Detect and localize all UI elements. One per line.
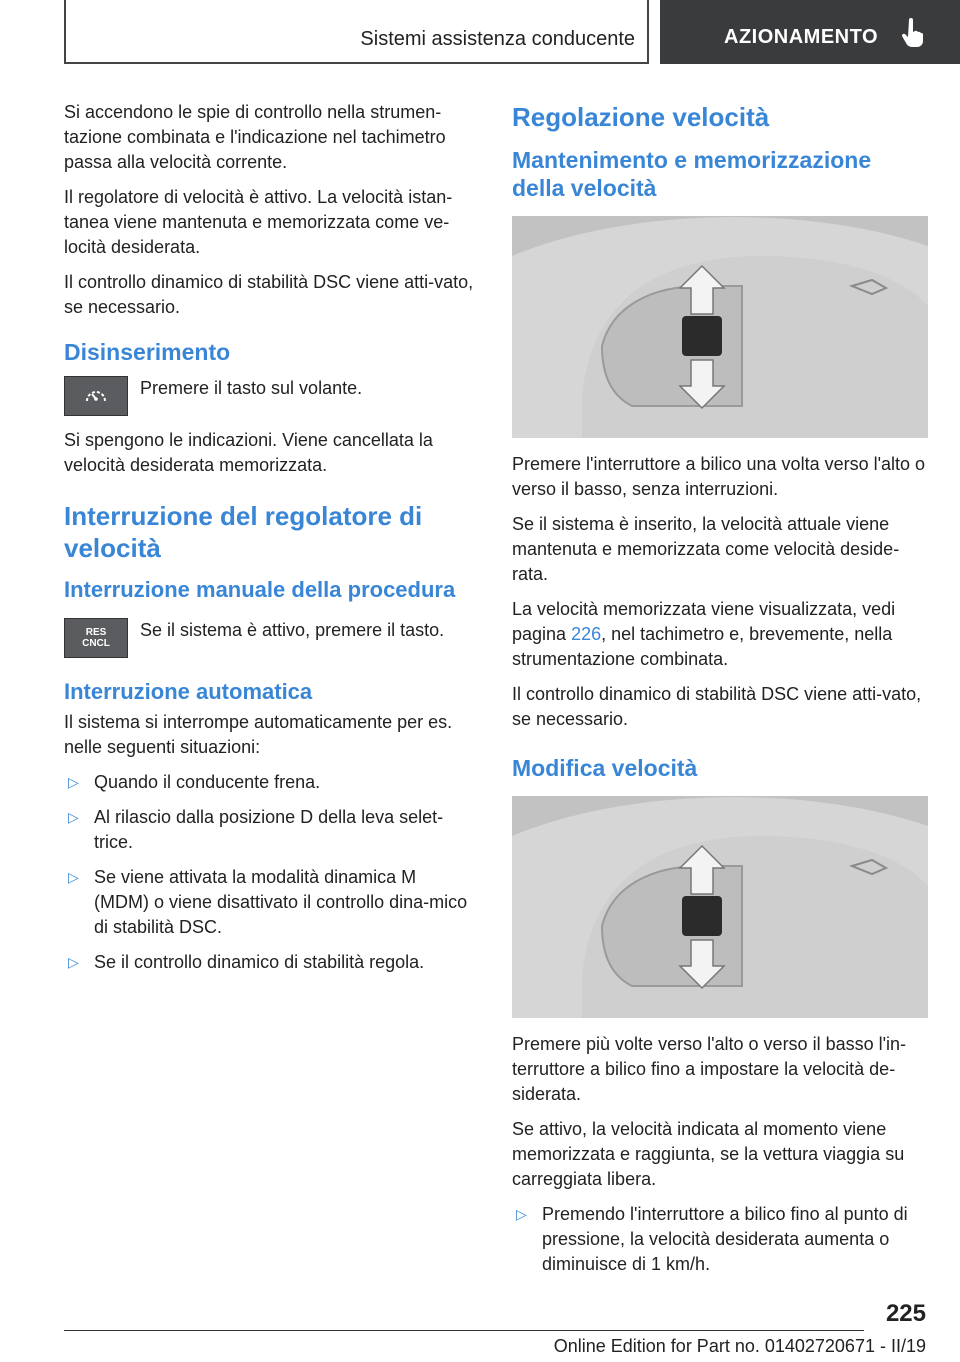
pointing-hand-icon [900,18,926,53]
triangle-bullet-icon: ▷ [68,869,79,885]
steering-wheel-rocker-photo [512,796,928,1018]
paragraph: Il controllo dinamico di stabilità DSC viene atti-vato, se necessario. [64,272,474,317]
triangle-bullet-icon: ▷ [68,774,79,790]
paragraph: Si spengono le indicazioni. Viene cancellata la velocità desiderata memorizzata. [64,430,433,475]
list-item: ▷ Se viene attivata la modalità dinamica M (MDM) o viene disattivato il controllo dina-mico di stabilità DSC. [68,867,468,937]
res-cncl-button-row [64,618,476,658]
left-column [64,100,476,985]
button-instruction: Premere il tasto sul volante. [140,378,363,398]
heading-disinserimento: Disinserimento [64,339,231,365]
list-item: ▷ Quando il conducente frena. [64,770,476,795]
button-instruction: Se il sistema è attivo, premere il tasto. [140,620,445,640]
list-item: ▷ Se il controllo dinamico di stabilità regola. [64,950,476,975]
cncl-label: CNCL [82,638,110,649]
paragraph: Il regolatore di velocità è attivo. La velocità istan-tanea viene mantenuta e memorizzata come ve-locità desiderata. [64,187,453,257]
paragraph: Se attivo, la velocità indicata al momento viene memorizzata e raggiunta, se la vettura viaggia su carreggiata libera. [512,1119,905,1189]
footer-edition: Online Edition for Part no. 01402720671 - II/19 [553,1336,926,1356]
speed-change-list [512,1202,928,1277]
triangle-bullet-icon: ▷ [68,954,79,970]
triangle-bullet-icon: ▷ [68,809,79,825]
paragraph: La velocità memorizzata viene visualizzata, vedi pagina 226, nel tachimetro e, brevemente, nella strumentazione combinata. [512,599,896,669]
paragraph: Il controllo dinamico di stabilità DSC viene atti-vato, se necessario. [512,684,922,729]
page-number: 225 [885,1300,926,1327]
steering-button-row [64,376,476,416]
list-item: ▷ Premendo l'interruttore a bilico fino al punto di pressione, la velocità desiderata aumenta o diminuisce di 1 km/h. [516,1204,908,1274]
paragraph: Premere l'interruttore a bilico una volta verso l'alto o verso il basso, senza interruzioni. [512,454,926,499]
right-column [512,100,928,1287]
auto-interrupt-list [64,770,476,975]
heading-manuale: Interruzione manuale della procedura [64,577,456,602]
header-section-title: Sistemi assistenza conducente [360,28,635,50]
triangle-bullet-icon: ▷ [516,1206,527,1222]
heading-regolazione: Regolazione velocità [512,102,770,132]
paragraph: Se il sistema è inserito, la velocità attuale viene mantenuta e memorizzata come velocità deside-rata. [512,514,900,584]
steering-wheel-rocker-photo [512,216,928,438]
res-cncl-button-image [64,618,128,658]
header-chapter-box [660,0,960,64]
heading-interruzione: Interruzione del regolatore di velocità [64,501,423,563]
header-chapter-title: AZIONAMENTO [724,25,879,48]
heading-mantenimento: Mantenimento e memorizzazione della velocità [512,147,872,201]
paragraph: Premere più volte verso l'alto o verso il basso l'in-terruttore a bilico fino a impostare la velocità de-siderata. [512,1034,907,1104]
speedometer-off-icon [82,385,110,407]
list-item: ▷ Al rilascio dalla posizione D della leva selet-trice. [68,807,444,852]
footer-divider [64,1330,864,1331]
heading-automatica: Interruzione automatica [64,679,313,704]
header-section-box [64,0,649,64]
page-reference-link[interactable]: 226 [571,624,602,644]
cruise-control-off-button-image [64,376,128,416]
paragraph: Il sistema si interrompe automaticamente per es. nelle seguenti situazioni: [64,712,453,757]
res-label: RES [85,627,107,638]
heading-modifica: Modifica velocità [512,755,698,781]
paragraph: Si accendono le spie di controllo nella strumen-tazione combinata e l'indicazione nel tachimetro passa alla velocità corrente. [64,102,446,172]
